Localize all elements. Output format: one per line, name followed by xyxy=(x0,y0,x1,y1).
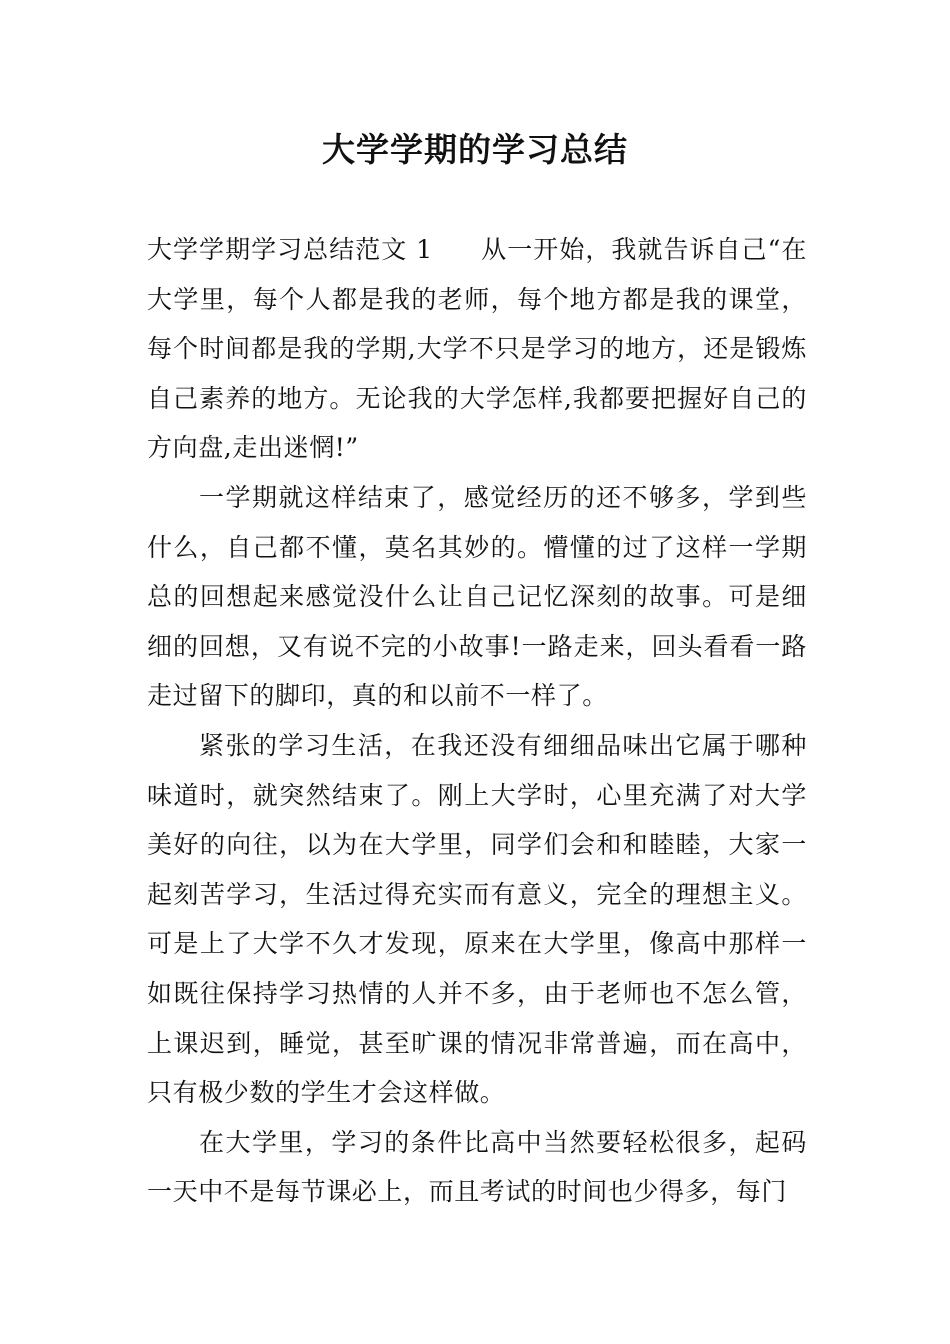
paragraph-1-text: 从一开始，我就告诉自己“在大学里，每个人都是我的老师，每个地方都是我的课堂，每个时间都是我的学期,大学不只是学习的地方，还是锻炼自己素养的地方。无论我的大学怎样,我都要把握好自己的方向盘,走出迷惘!” xyxy=(147,235,807,463)
paragraph-2: 一学期就这样结束了，感觉经历的还不够多，学到些什么，自己都不懂，莫名其妙的。懵懂的过了这样一学期总的回想起来感觉没什么让自己记忆深刻的故事。可是细细的回想，又有说不完的小故事!一路走来，回头看看一路走过留下的脚印，真的和以前不一样了。 xyxy=(147,482,807,711)
paragraph-1 xyxy=(147,225,807,473)
document-title: 大学学期的学习总结 xyxy=(322,130,628,169)
paragraph-3: 紧张的学习生活，在我还没有细细品味出它属于哪种味道时，就突然结束了。刚上大学时，心里充满了对大学美好的向往，以为在大学里，同学们会和和睦睦，大家一起刻苦学习，生活过得充实而有意义，完全的理想主义。可是上了大学不久才发现，原来在大学里，像高中那样一如既往保持学习热情的人并不多，由于老师也不怎么管，上课迟到，睡觉，甚至旷课的情况非常普遍，而在高中，只有极少数的学生才会这样做。 xyxy=(147,730,807,1108)
intro-label: 大学学期学习总结范文 1 xyxy=(147,235,433,264)
paragraph-4: 在大学里，学习的条件比高中当然要轻松很多，起码一天中不是每节课必上，而且考试的时间也少得多，每门 xyxy=(147,1127,807,1207)
document-body xyxy=(147,225,807,1217)
